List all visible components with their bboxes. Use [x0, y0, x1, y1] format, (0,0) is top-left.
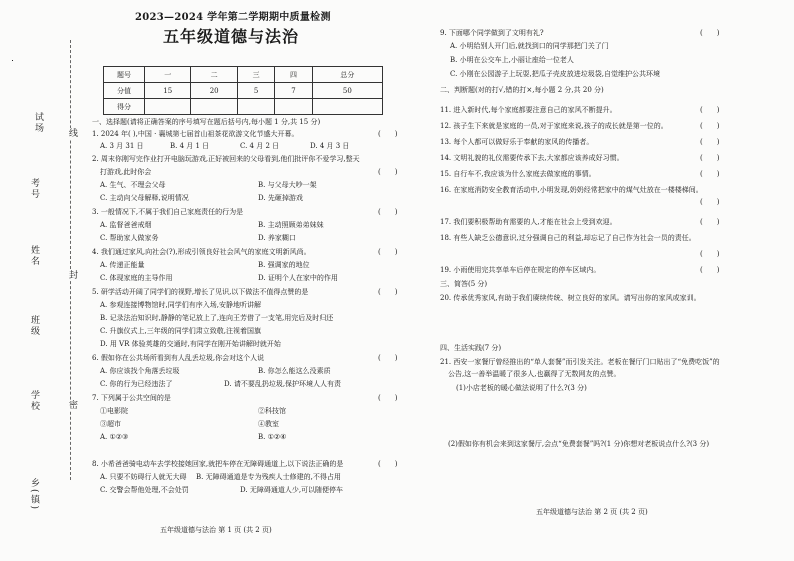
option[interactable]: C. 交警会帮他处理,不会处罚: [100, 486, 189, 494]
answer-bracket[interactable]: ( ): [378, 460, 398, 468]
judge-item: 12. 孩子生下来就是家庭的一员,对于家庭来说,孩子的成长就是第一位的。: [440, 122, 668, 130]
option[interactable]: B. 与父母大吵一架: [258, 181, 317, 189]
seal-mark-seal: 封: [67, 270, 77, 281]
section-short-answer-heading: 三、简答(5 分): [440, 280, 488, 288]
judge-item: 13. 每个人都可以做好乐于奉献的家风的传播者。: [440, 138, 594, 146]
side-label-town: 乡(镇): [29, 478, 39, 512]
option[interactable]: B. 4 月 1 日: [170, 142, 210, 150]
judge-item: 15. 自行车不,我应该为什么家庭去做家庭的事情。: [440, 170, 596, 178]
option[interactable]: B. 无障碍通道是专为残疾人士修建的,不得占用: [196, 473, 341, 481]
item: ④教室: [258, 420, 279, 428]
score-value: 50: [312, 83, 382, 99]
answer-bracket[interactable]: ( ): [378, 394, 398, 402]
question-21: 21. 西安一家餐厅曾经推出的“单人套餐”而引发关注。老板在餐厅门口贴出了“免费吃饭”的: [440, 358, 720, 366]
exam-subject-title: 五年级道德与法治: [163, 27, 300, 46]
option[interactable]: B. ①②④: [258, 433, 287, 441]
option[interactable]: A. 小明给别人开门后,就找到口的同学那把门关了门: [450, 42, 609, 50]
option[interactable]: D. 用 VR 体验英雄的交通时,有同学在刚开始讲解时就开始: [100, 340, 281, 348]
answer-bracket[interactable]: ( ): [378, 288, 398, 296]
score-row-label: 分值: [104, 83, 145, 99]
question-9: 9. 下面哪个同学做到了文明有礼?: [440, 29, 544, 37]
item: ②科技馆: [258, 407, 286, 415]
item: ③超市: [100, 420, 121, 428]
section-practice-heading: 四、生活实践(7 分): [440, 344, 502, 352]
question-6: 6. 假如你在公共场所看到有人乱丢垃圾,你会对这个人说: [92, 354, 265, 362]
option[interactable]: B. 你怎么能这么没素质: [258, 367, 331, 375]
judge-item: 18. 有些人缺乏公德意识,过分强调自己的利益,却忘记了自己作为社会一员的责任。: [440, 234, 696, 242]
answer-bracket[interactable]: ( ): [378, 168, 398, 176]
item: ①电影院: [100, 407, 128, 415]
question-2-cont: 打游戏,此时你会: [100, 168, 152, 176]
answer-bracket[interactable]: ( ): [378, 354, 398, 362]
score-col-header: 总分: [312, 67, 382, 83]
option[interactable]: D. 先砸掉游戏: [258, 194, 303, 202]
score-col-header: 三: [237, 67, 274, 83]
side-label-class: 班级: [29, 315, 39, 337]
score-col-header: 一: [145, 67, 191, 83]
score-value: 15: [145, 83, 191, 99]
question-1: 1. 2024 年( ),中国 · 襄城第七届首山祖茶花欲游文化节盛大开幕。: [92, 130, 299, 138]
question-7: 7. 下列属于公共空间的是: [92, 394, 171, 402]
option[interactable]: B. 强调家的地位: [258, 261, 310, 269]
score-row-label: 题号: [104, 67, 145, 83]
score-col-header: 二: [191, 67, 237, 83]
judge-item: 14. 文明礼貌的礼仪需要传承下去,大家都应该养成好习惯。: [440, 154, 624, 162]
option[interactable]: C. 体现家庭的主导作用: [100, 274, 173, 282]
score-value: 20: [191, 83, 237, 99]
question-8: 8. 小希爸爸骑电动车去学校接她回家,就把车停在无障碍通道上,以下说法正确的是: [92, 460, 344, 468]
option[interactable]: C. 你的行为已经违法了: [100, 380, 173, 388]
question-4: 4. 我们通过家风,向社会(?),形成引领良好社会风气的家庭文明新风尚。: [92, 248, 311, 256]
seal-dashed-line: [70, 40, 71, 480]
score-blank[interactable]: [145, 99, 191, 115]
answer-bracket[interactable]: ( ): [378, 208, 398, 216]
judge-item: 19. 小雨使用完共享单车后停在规定的停车区域内。: [440, 266, 601, 274]
option[interactable]: A. 3 月 31 日: [100, 142, 144, 150]
answer-bracket[interactable]: ( ): [700, 106, 720, 114]
option[interactable]: C. 帮助家人做家务: [100, 234, 159, 242]
page-footer-left: 五年级道德与法治 第 1 页 (共 2 页): [160, 526, 272, 534]
option[interactable]: A. 你应该找个角落丢垃圾: [100, 367, 180, 375]
question-2: 2. 周末你刚写完作业打开电脑玩游戏,正好被回来的父母看到,他们批评你不爱学习,整天: [92, 155, 360, 163]
answer-bracket[interactable]: ( ): [700, 29, 720, 37]
option[interactable]: A. 只要不妨碍行人就无大碍: [100, 473, 187, 481]
question-21-part-1: (1)小店老板的暖心做法说明了什么?(3 分): [456, 384, 587, 392]
judge-item: 17. 我们要积极帮助有需要的人,才能在社会上受到欢迎。: [440, 218, 617, 226]
answer-bracket[interactable]: ( ): [700, 250, 720, 258]
score-blank[interactable]: [237, 99, 274, 115]
score-blank[interactable]: [191, 99, 237, 115]
side-label-exam-number: 考号: [29, 178, 39, 200]
answer-bracket[interactable]: ( ): [700, 198, 720, 206]
option[interactable]: B. 主动照顾弟弟妹妹: [258, 221, 324, 229]
seal-mark-line: 线: [67, 128, 77, 139]
option[interactable]: C. 小刚在公园游子上玩耍,把瓜子壳皮放进垃圾袋,自觉维护公共环境: [450, 70, 661, 78]
option[interactable]: A. 参观连接博物馆时,同学们有序入场,安静地听讲解: [100, 301, 261, 309]
answer-bracket[interactable]: ( ): [700, 122, 720, 130]
answer-bracket[interactable]: ( ): [700, 170, 720, 178]
option[interactable]: A. 生气、不理会父母: [100, 181, 166, 189]
option[interactable]: D. 请不要乱扔垃圾,保护环境人人有责: [224, 380, 342, 388]
option[interactable]: C. 主动向父母解释,说明情况: [100, 194, 189, 202]
option[interactable]: C. 4 月 2 日: [240, 142, 280, 150]
judge-item: 11. 进入新时代,每个家庭都要注意自己的家风不断提升。: [440, 106, 617, 114]
question-21-cont: 公告,这一善举温暖了很多人,也赢得了无数网友的点赞。: [448, 370, 621, 378]
section-choice-heading: 一、选择题(请将正确答案的序号填写在题后括号内,每小题 1 分,共 15 分): [92, 118, 321, 126]
option[interactable]: A. ①②③: [100, 433, 129, 441]
option[interactable]: C. 升旗仪式上,三年级的同学们肃立致敬,注视着国旗: [100, 327, 262, 335]
score-blank[interactable]: [312, 99, 382, 115]
side-label-name: 姓名: [29, 245, 39, 267]
option[interactable]: B. 记录法治知识时,静静的笔记放上了,连向王芳借了一支笔,用完后及时归还: [100, 314, 334, 322]
score-row-label: 得分: [104, 99, 145, 115]
option[interactable]: A. 传递正能量: [100, 261, 145, 269]
score-table: [103, 66, 383, 115]
side-label-seat: 试场: [33, 112, 43, 134]
page-footer-right: 五年级道德与法治 第 2 页 (共 2 页): [536, 508, 648, 516]
score-value: 5: [237, 83, 274, 99]
score-value: 7: [275, 83, 312, 99]
section-judge-heading: 二、判断题(对的打√,错的打×,每小题 2 分,共 20 分): [440, 86, 604, 94]
judge-item: 16. 在家庭消防安全教育活动中,小明发现,奶奶经常把家中的煤气灶放在一楼楼梯间。: [440, 186, 703, 194]
score-col-header: 四: [275, 67, 312, 83]
seal-mark-secret: 密: [67, 400, 77, 411]
option[interactable]: D. 无障碍通道人少,可以随便停车: [240, 486, 344, 494]
question-21-part-2: (2)假如你有机会来到这家餐厅,会点“免费套餐”吗?(1 分)你想对老板说点什么?(3 分): [448, 440, 710, 448]
option[interactable]: D. 证明个人在家中的作用: [258, 274, 338, 282]
option[interactable]: A. 监督爸爸戒烟: [100, 221, 152, 229]
question-20: 20. 传承优秀家风,有助于我们赓续传统、树立良好的家风。请写出你的家风或家训。: [440, 294, 701, 302]
exam-term-title: 2023—2024 学年第二学期期中质量检测: [135, 12, 331, 23]
question-5: 5. 研学活动开阔了同学们的视野,增长了见识,以下做法不值得点赞的是: [92, 288, 309, 296]
answer-bracket[interactable]: ( ): [700, 266, 720, 274]
answer-bracket[interactable]: ( ): [700, 218, 720, 226]
option[interactable]: D. 4 月 3 日: [310, 142, 350, 150]
option[interactable]: D. 养家糊口: [258, 234, 296, 242]
answer-bracket[interactable]: ( ): [700, 138, 720, 146]
option[interactable]: B. 小明在公交车上,小丽让座给一位老人: [450, 56, 574, 64]
score-blank[interactable]: [275, 99, 312, 115]
question-3: 3. 一般情况下,不属于我们自己家庭责任的行为是: [92, 208, 244, 216]
answer-bracket[interactable]: ( ): [378, 130, 398, 138]
answer-bracket[interactable]: ( ): [700, 154, 720, 162]
side-label-school: 学校: [29, 390, 39, 412]
answer-bracket[interactable]: ( ): [378, 248, 398, 256]
